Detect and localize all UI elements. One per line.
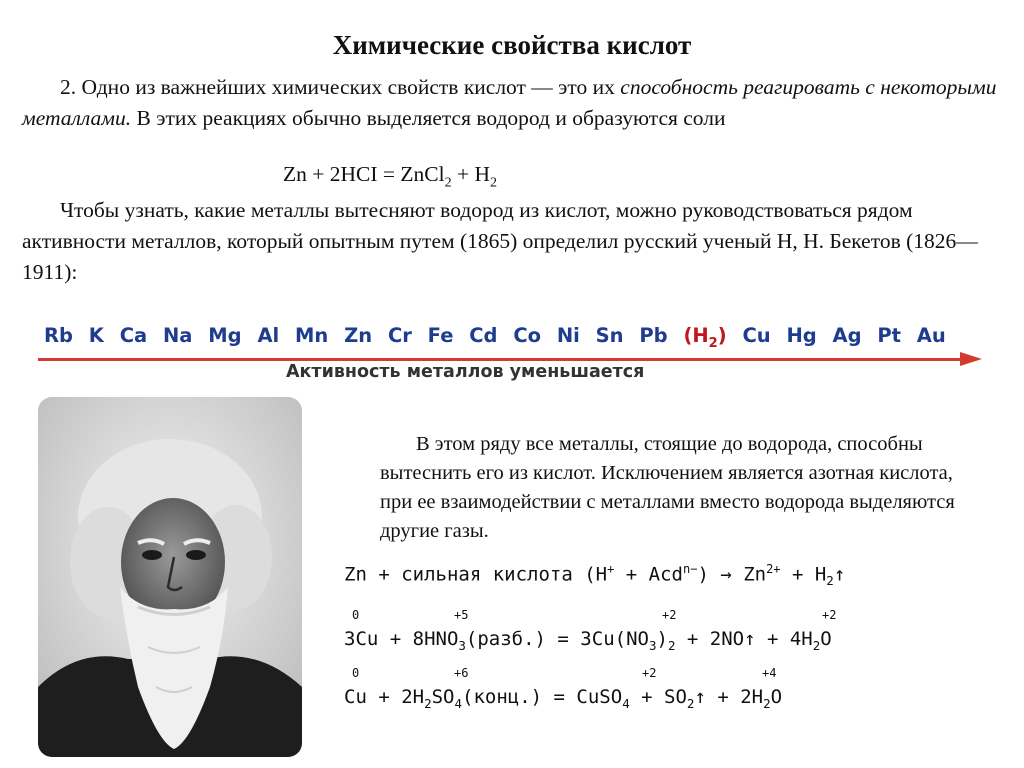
equation-conc-sulfuric: $Cu + 2H_2SO_4(конц.)$ = CuSO$_4$ + $SO_2↑ + 2H_2O$ [344,686,783,711]
metal-activity-series [38,316,983,391]
metal-sn: Sn [595,324,624,347]
equation-strong-acid: Zn + сильная кислота $(H^+ + Acd^{n-}) \to Zn^{2+}$ + $H_2↑$ [344,562,846,589]
ox-state-s: +6 [454,666,469,680]
metal-pb: Pb [639,324,668,347]
p1-italic: способность реагировать с некоторыми металлами. [22,75,997,130]
metal-mg: Mg [208,324,242,347]
hydrogen-marker: $(H_2)$ [683,324,727,351]
ox-state-no: +2 [822,608,837,622]
metal-ag: Ag [832,324,862,347]
ox-state-cu-b: 0 [352,666,360,680]
ox-state-cu2-b: +2 [642,666,657,680]
ox-state-cu2: +2 [662,608,677,622]
p1-lead: 2. Одно из важнейших химических свойств кислот — это их [60,75,621,99]
metal-cu: Cu [742,324,771,347]
metal-zn: Zn [344,324,373,347]
metal-pt: Pt [877,324,901,347]
metal-au: Au [916,324,946,347]
paragraph-acid-metal-reaction [22,72,1012,134]
metal-hg: Hg [786,324,817,347]
reaction-equations [344,560,1020,720]
ox-state-cu: 0 [352,608,360,622]
metal-fe: Fe [427,324,454,347]
metal-cd: Cd [469,324,498,347]
portrait-photo [38,397,302,757]
activity-series-row [44,324,955,351]
metal-al: Al [257,324,280,347]
activity-arrow-line [38,358,966,361]
metal-na: Na [162,324,193,347]
metal-cr: Cr [387,324,412,347]
equation-dilute-nitric: $3Cu + 8HNO_3(разб.) = 3Cu(NO_3)_2$ + 2NO↑ + $4H_2O$ [344,628,832,653]
metal-mn: Mn [295,324,329,347]
metal-ca: Ca [119,324,148,347]
activity-caption: Активность металлов уменьшается [286,362,645,382]
paragraph-nitric-exception: В этом ряду все металлы, стоящие до водорода, способны вытеснить его из кислот. Исключением является азотная кислота, при ее взаимодействии с металлами вместо водорода выделяются другие газы. [380,433,955,542]
metal-k: K [88,324,104,347]
metal-ni: Ni [556,324,580,347]
p1-tail: В этих реакциях обычно выделяется водород и образуются соли [131,106,726,130]
beketov-portrait [38,397,302,757]
paragraph-activity-series: Чтобы узнать, какие металлы вытесняют водород из кислот, можно руководствоваться рядом активности металлов, который опытным путем (1865) определил русский ученый Н, Н. Бекетов (1826—1911): [22,198,978,284]
metal-co: Co [513,324,542,347]
zinc-hcl-equation: Zn + 2HCI = ZnCl$_2$ + $H_2$ [283,162,498,191]
metal-rb: Rb [44,324,73,347]
ox-state-n: +5 [454,608,469,622]
arrow-right-icon [960,352,982,366]
slide-title: Химические свойства кислот [332,30,692,60]
ox-state-s2: +4 [762,666,777,680]
